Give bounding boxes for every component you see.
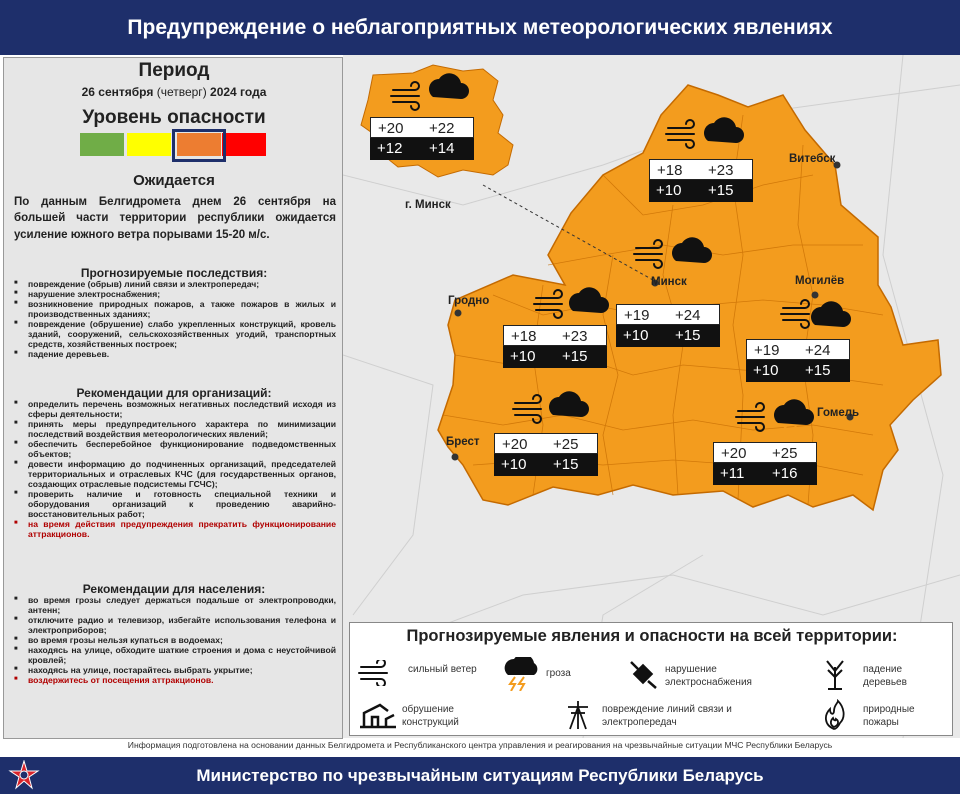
day-max-temp: +24 — [805, 342, 831, 359]
pop-recs-title: Рекомендации для населения: — [82, 582, 266, 596]
legend-label-wind: сильный ветер — [408, 664, 477, 675]
legend-label-fires: природные пожары — [863, 704, 915, 728]
expected-text: По данным Белгидромета днем 26 сентября на большей части территории республики ожидается усиление южного ветра порывами 15-20 м/с. — [14, 196, 336, 241]
danger-level-title: Уровень опасности — [82, 107, 266, 128]
legend-label-trees: падение деревьев — [863, 664, 907, 688]
day-min-temp: +19 — [624, 307, 650, 324]
day-max-temp: +25 — [553, 436, 579, 453]
list-item-warning: ■ на время действия предупреждения прекратить функционирование аттракционов. — [14, 520, 336, 540]
list-item: ■ отключите радио и телевизор, избегайте использования телефона и электроприборов; — [14, 616, 336, 636]
page-title: Предупреждение о неблагоприятных метеорологических явлениях — [127, 15, 833, 39]
night-min-temp: +10 — [510, 348, 536, 365]
day-min-temp: +20 — [502, 436, 528, 453]
danger-level-selected-frame — [172, 129, 226, 162]
period-date — [4, 85, 344, 99]
night-min-temp: +10 — [501, 456, 527, 473]
list-item: ■ довести информацию до подчиненных организаций, председателей территориальных и отраслевых КЧС (для государственных органов, создающих отраслевые подсистемы ГСЧС); — [14, 460, 336, 490]
list-item: ■ падение деревьев. — [14, 350, 336, 360]
wildfire-icon — [820, 699, 848, 731]
day-max-temp: +25 — [772, 445, 798, 462]
forecast-gomel — [713, 442, 817, 486]
period-year: 2024 года — [210, 85, 267, 99]
city-dot-grodno — [455, 310, 462, 317]
list-item: ■ обеспечить бесперебойное функционирование подведомственных объектов; — [14, 440, 336, 460]
city-dot-mogilev — [812, 292, 819, 299]
mchs-emblem-icon — [8, 760, 40, 792]
period-title: Период — [138, 60, 210, 81]
legend-label-lines: повреждение линий связи и электропередач — [602, 704, 732, 728]
day-min-temp: +20 — [721, 445, 747, 462]
night-max-temp: +15 — [553, 456, 579, 473]
forecast-minsk-city — [370, 117, 474, 161]
pop-recs-list — [14, 596, 336, 686]
danger-level-swatch — [222, 133, 266, 156]
list-item: ■ проверить наличие и готовность специальной техники и оборудования организаций к проведению аварийно-восстановительных работ; — [14, 490, 336, 520]
city-label-minsk-city: г. Минск — [405, 199, 451, 211]
legend-label-construct: обрушение конструкций — [402, 704, 459, 728]
day-min-temp: +18 — [511, 328, 537, 345]
forecast-vitebsk — [649, 159, 753, 203]
org-recs-title: Рекомендации для организаций: — [76, 386, 272, 400]
info-panel — [3, 57, 343, 739]
list-item: ■ нарушение электроснабжения; — [14, 290, 336, 300]
night-min-temp: +10 — [623, 327, 649, 344]
fallen-tree-icon — [822, 657, 848, 691]
night-max-temp: +15 — [708, 182, 734, 199]
night-max-temp: +15 — [562, 348, 588, 365]
night-max-temp: +16 — [772, 465, 798, 482]
forecast-grodno — [503, 325, 607, 369]
day-max-temp: +24 — [675, 307, 701, 324]
danger-level-swatch — [80, 133, 124, 156]
list-item: ■ возникновение природных пожаров, а также пожаров в жилых и производственных зданиях; — [14, 300, 336, 320]
day-max-temp: +23 — [562, 328, 588, 345]
period-weekday: (четверг) — [156, 85, 207, 99]
list-item: ■ повреждение (обрыв) линий связи и электропередач; — [14, 280, 336, 290]
power-plug-icon — [628, 659, 660, 689]
city-label-brest: Брест — [446, 436, 480, 448]
expected-title: Ожидается — [133, 172, 215, 189]
day-min-temp: +18 — [657, 162, 683, 179]
legend-panel — [349, 622, 953, 736]
forecast-minsk — [616, 304, 720, 348]
header-bar — [0, 0, 960, 55]
night-max-temp: +15 — [805, 362, 831, 379]
forecast-brest — [494, 433, 598, 477]
legend-label-storm: гроза — [546, 668, 571, 679]
thunderstorm-icon — [502, 657, 538, 691]
list-item: ■ во время грозы следует держаться подальше от электропроводки, антенн; — [14, 596, 336, 616]
forecast-mogilev — [746, 339, 850, 383]
city-dot-brest — [452, 454, 459, 461]
list-item: ■ повреждение (обрушение) слабо укрепленных конструкций, кровель зданий, сооружений, сельскохозяйственных угодий, транспортных средств, хозяйственных построек; — [14, 320, 336, 350]
day-min-temp: +20 — [378, 120, 404, 137]
ministry-name: Министерство по чрезвычайным ситуациям Республики Беларусь — [196, 765, 764, 785]
day-min-temp: +19 — [754, 342, 780, 359]
city-label-minsk: Минск — [651, 276, 687, 288]
night-min-temp: +11 — [720, 465, 745, 482]
legend-label-power: нарушение электроснабжения — [665, 664, 752, 688]
list-item-warning: ■ воздержитесь от посещения аттракционов. — [14, 676, 336, 686]
consequences-title: Прогнозируемые последствия: — [80, 266, 268, 280]
day-max-temp: +22 — [429, 120, 455, 137]
wind-icon — [358, 660, 392, 686]
list-item: ■ во время грозы нельзя купаться в водоемах; — [14, 636, 336, 646]
org-recs-list — [14, 400, 336, 540]
city-label-mogilev: Могилёв — [795, 275, 845, 287]
list-item: ■ находясь на улице, постарайтесь выбрать укрытие; — [14, 666, 336, 676]
list-item: ■ определить перечень возможных негативных последствий исходя из сферы деятельности; — [14, 400, 336, 420]
day-max-temp: +23 — [708, 162, 734, 179]
footer-bar — [0, 757, 960, 794]
city-label-grodno: Гродно — [448, 295, 490, 307]
collapsed-structure-icon — [358, 701, 398, 729]
night-min-temp: +10 — [656, 182, 682, 199]
city-label-gomel: Гомель — [817, 407, 860, 419]
city-label-vitebsk: Витебск — [789, 153, 836, 165]
danger-level-swatch — [127, 133, 171, 156]
power-line-icon — [562, 699, 594, 731]
legend-title: Прогнозируемые явления и опасности на всей территории: — [406, 627, 898, 645]
night-min-temp: +10 — [753, 362, 779, 379]
night-max-temp: +14 — [429, 140, 455, 157]
night-max-temp: +15 — [675, 327, 701, 344]
period-date-day: 26 сентября — [81, 85, 154, 99]
list-item: ■ принять меры предупредительного характера по минимизации последствий воздействия метеорологических явлений; — [14, 420, 336, 440]
night-min-temp: +12 — [377, 140, 403, 157]
consequences-list — [14, 280, 336, 360]
source-footnote: Информация подготовлена на основании данных Белгидромета и Республиканского центра управления и реагирования на чрезвычайные ситуации МЧС Республики Беларусь — [127, 740, 833, 750]
list-item: ■ находясь на улице, обходите шаткие строения и дома с неустойчивой кровлей; — [14, 646, 336, 666]
